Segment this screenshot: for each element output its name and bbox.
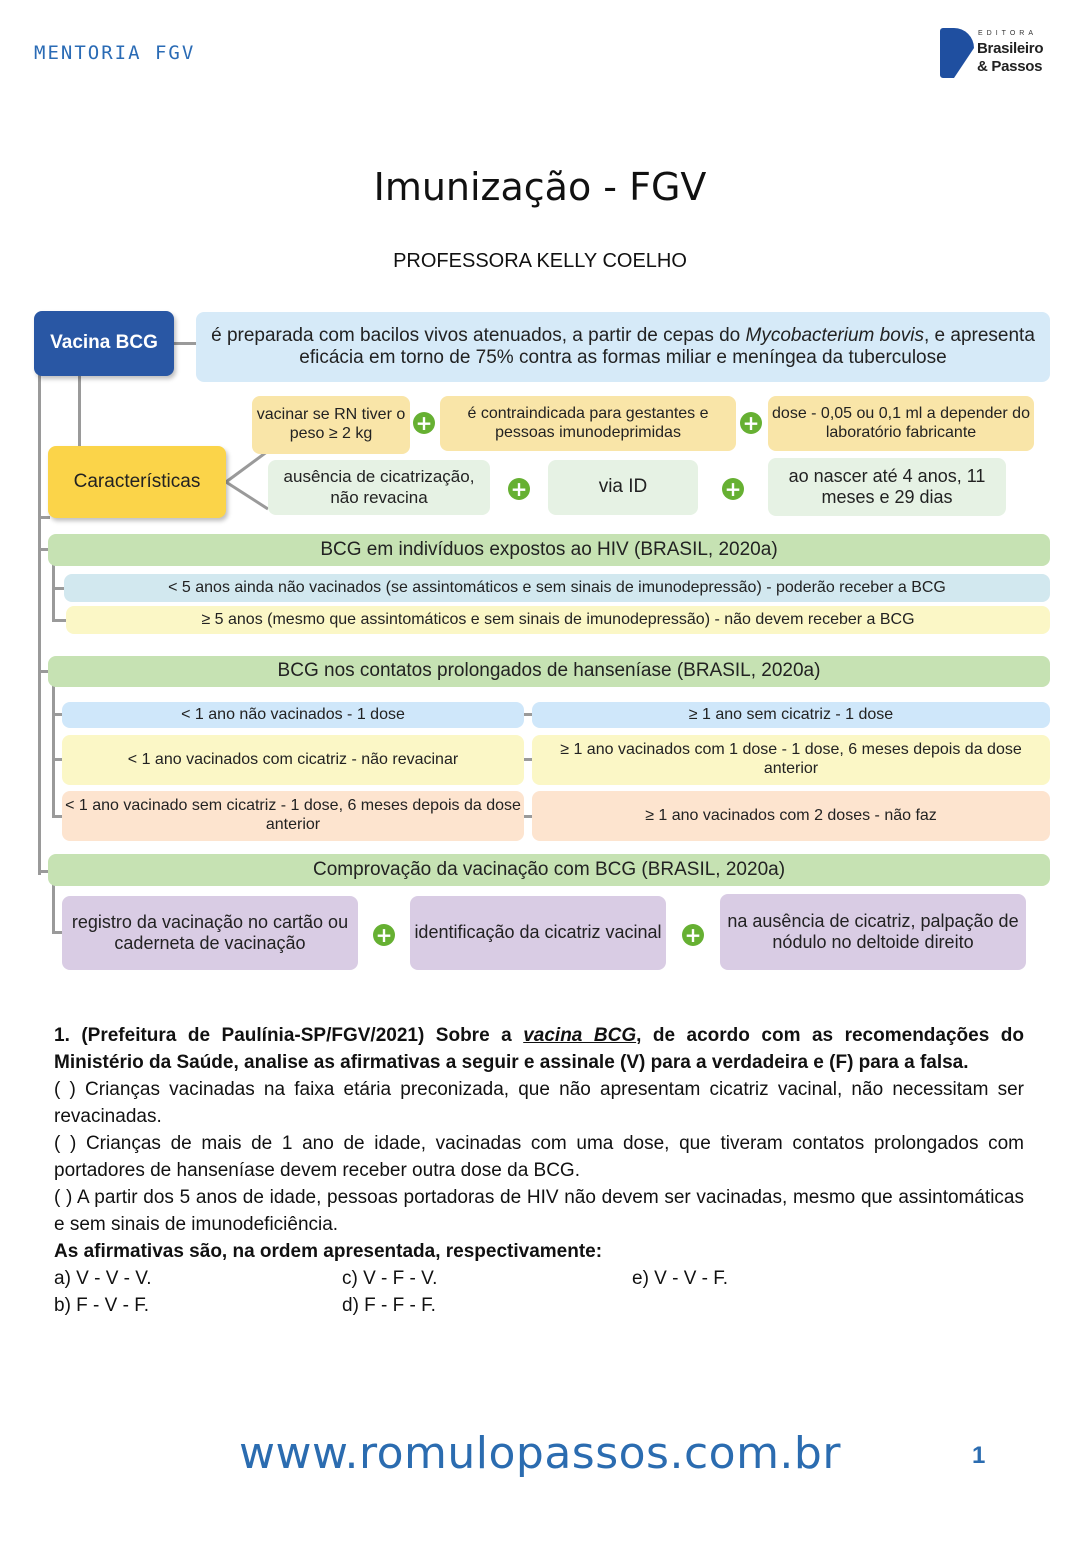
hiv-header: BCG em indivíduos expostos ao HIV (BRASIL, 2020a) (48, 534, 1050, 566)
question-stem-b: , de acordo com as recomendações do Ministério da Saúde, analise as afirmativas a seguir e assinale (V) para a verdadeira e (F) para a falsa. (54, 1025, 1024, 1073)
logo-line2: & Passos (977, 58, 1043, 75)
hans-right-2: ≥ 1 ano vacinados com 1 dose - 1 dose, 6 meses depois da dose anterior (532, 735, 1050, 785)
hiv-item-1: < 5 anos ainda não vacinados (se assintomáticos e sem sinais de imunodepressão) - poderão receber a BCG (64, 574, 1050, 602)
comp-item-2: identificação da cicatriz vacinal (410, 896, 666, 970)
vacina-desc-species: Mycobacterium bovis (745, 324, 924, 346)
plus-icon: + (682, 924, 704, 946)
connector-fan (224, 445, 272, 515)
mentoria-label: MENTORIA FGV (34, 42, 196, 64)
connector-car (38, 516, 50, 519)
publisher-logo (940, 28, 1050, 80)
connector-hans-sub (52, 684, 55, 818)
professor-name: PROFESSORA KELLY COELHO (393, 250, 687, 272)
statement-1: ( ) Crianças vacinadas na faixa etária preconizada, que não apresentam cicatriz vacinal, não necessitam ser revacinadas. (54, 1078, 1024, 1127)
car-rn-peso: vacinar se RN tiver o peso ≥ 2 kg (252, 396, 410, 454)
comp-item-1: registro da vacinação no cartão ou caderneta de vacinação (62, 896, 358, 970)
car-dose: dose - 0,05 ou 0,1 ml a depender do laboratório fabricante (768, 396, 1034, 451)
option-b[interactable]: b) F - V - F. (54, 1294, 149, 1316)
question-stem (54, 1023, 1024, 1077)
statement-2: ( ) Crianças de mais de 1 ano de idade, vacinadas com uma dose, que tiveram contatos prolongados com portadores de hanseníase devem receber outra dose da BCG. (54, 1132, 1024, 1181)
website-link[interactable]: www.romulopassos.com.br (239, 1428, 841, 1479)
page-number: 1 (972, 1442, 986, 1469)
vacina-desc-text (210, 325, 1036, 370)
question-block (54, 1023, 1024, 1320)
connector-caracteristicas (78, 376, 81, 448)
plus-icon: + (373, 924, 395, 946)
question-stem-emphasis: vacina BCG (523, 1025, 637, 1046)
statement-3: ( ) A partir dos 5 anos de idade, pessoas portadoras de HIV não devem ser vacinadas, mesmo que assintomáticas e sem sinais de imunodeficiência. (54, 1186, 1024, 1235)
vacina-desc-part2: , e apresenta eficácia em torno de 75% contra as formas miliar e meníngea da tuberculose (299, 324, 1035, 368)
hans-header: BCG nos contatos prolongados de hanseníase (BRASIL, 2020a) (48, 656, 1050, 687)
option-e[interactable]: e) V - V - F. (632, 1267, 729, 1289)
connector-vacina-desc (172, 342, 198, 345)
logo-mark-icon (940, 28, 974, 78)
plus-icon: + (740, 412, 762, 434)
plus-icon: + (413, 412, 435, 434)
car-via: via ID (548, 460, 698, 515)
hans-left-2: < 1 ano vacinados com cicatriz - não revacinar (62, 735, 524, 785)
hiv-item-2: ≥ 5 anos (mesmo que assintomáticos e sem sinais de imunodepressão) - não devem receber a BCG (66, 606, 1050, 634)
vacina-description (196, 312, 1050, 382)
question-stem-a: 1. (Prefeitura de Paulínia-SP/FGV/2021) Sobre a (54, 1025, 524, 1046)
option-a[interactable]: a) V - V - V. (54, 1267, 152, 1289)
comp-item-3: na ausência de cicatriz, palpação de nódulo no deltoide direito (720, 894, 1026, 970)
option-d[interactable]: d) F - F - F. (342, 1294, 436, 1316)
plus-icon: + (722, 478, 744, 500)
logo-line1: Brasileiro (977, 40, 1044, 57)
vacina-bcg-node: Vacina BCG (34, 311, 174, 376)
page-title: Imunização - FGV (373, 165, 707, 209)
car-faixa-etaria: ao nascer até 4 anos, 11 meses e 29 dias (768, 458, 1006, 516)
connector-comp-sub (52, 884, 55, 934)
car-contraindicada: é contraindicada para gestantes e pessoas imunodeprimidas (440, 396, 736, 451)
hans-right-3: ≥ 1 ano vacinados com 2 doses - não faz (532, 791, 1050, 841)
hans-right-1: ≥ 1 ano sem cicatriz - 1 dose (532, 702, 1050, 728)
caracteristicas-node: Características (48, 446, 226, 518)
question-prompt: As afirmativas são, na ordem apresentada, respectivamente: (54, 1240, 603, 1262)
vacina-desc-part1: é preparada com bacilos vivos atenuados, a partir de cepas do (211, 324, 746, 346)
connector-hiv-2 (52, 619, 66, 622)
logo-editora: EDITORA (978, 30, 1037, 37)
option-c[interactable]: c) V - F - V. (342, 1267, 438, 1289)
car-cicatrizacao: ausência de cicatrização, não revacina (268, 460, 490, 515)
plus-icon: + (508, 478, 530, 500)
hans-left-3: < 1 ano vacinado sem cicatriz - 1 dose, 6 meses depois da dose anterior (62, 791, 524, 841)
hans-left-1: < 1 ano não vacinados - 1 dose (62, 702, 524, 728)
answer-options (54, 1266, 1024, 1320)
comp-header: Comprovação da vacinação com BCG (BRASIL, 2020a) (48, 854, 1050, 886)
connector-hiv-sub (52, 560, 55, 622)
connector-main (38, 360, 41, 875)
